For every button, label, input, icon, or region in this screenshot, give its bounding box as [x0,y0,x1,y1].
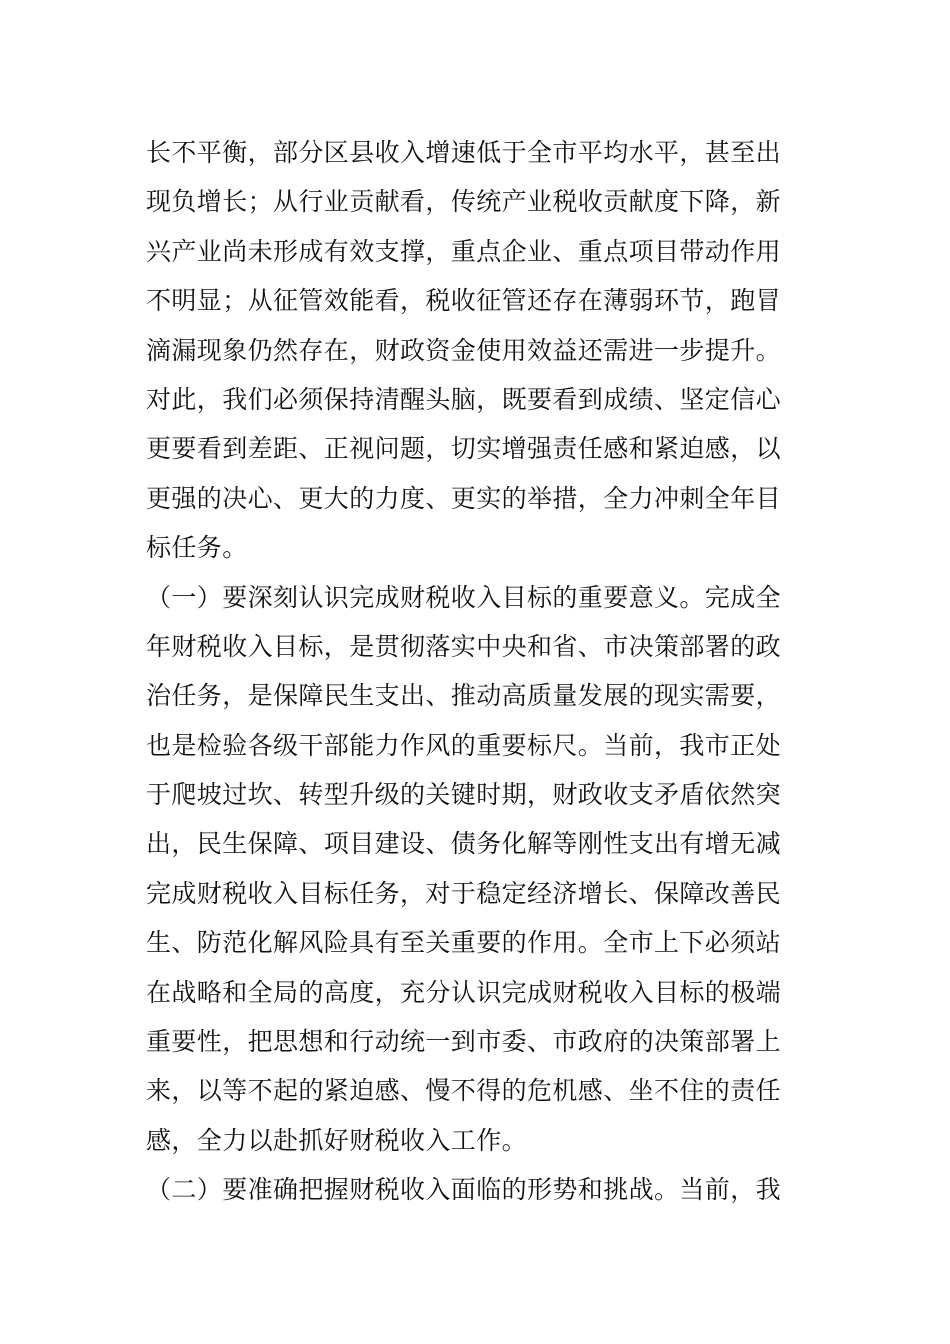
section-heading-2: （二）要准确把握财税收入面临的形势和挑战。当前，我 [146,1175,782,1205]
text-line: 重要性，把思想和行动统一到市委、市政府的决策部署上 [146,1027,782,1057]
text-line: 滴漏现象仍然存在，财政资金使用效益还需进一步提升。 [146,335,782,365]
text-line: 在战略和全局的高度，充分认识完成财税收入目标的极端 [146,977,782,1007]
text-line: 长不平衡，部分区县收入增速低于全市平均水平，甚至出 [146,138,782,167]
text-line: 更强的决心、更大的力度、更实的举措，全力冲刺全年目 [146,483,782,513]
text-line: 现负增长；从行业贡献看，传统产业税收贡献度下降，新 [146,187,782,217]
text-line: 感，全力以赴抓好财税收入工作。 [146,1125,528,1155]
section-heading-1: （一）要深刻认识完成财税收入目标的重要意义。完成全 [146,582,782,612]
text-line: 来，以等不起的紧迫感、慢不得的危机感、坐不住的责任 [146,1076,782,1106]
text-line: 出，民生保障、项目建设、债务化解等刚性支出有增无减 [146,829,782,859]
text-line: 标任务。 [146,533,248,563]
text-line: 治任务，是保障民生支出、推动高质量发展的现实需要， [146,681,782,711]
body-text [146,128,826,1215]
text-line: 也是检验各级干部能力作风的重要标尺。当前，我市正处 [146,730,782,760]
text-line: 不明显；从征管效能看，税收征管还存在薄弱环节，跑冒 [146,286,782,316]
text-line: 对此，我们必须保持清醒头脑，既要看到成绩、坚定信心 [146,384,782,414]
text-line: 完成财税收入目标任务，对于稳定经济增长、保障改善民 [146,878,782,908]
text-line: 兴产业尚未形成有效支撑，重点企业、重点项目带动作用 [146,236,782,266]
text-line: 于爬坡过坎、转型升级的关键时期，财政收支矛盾依然突 [146,780,782,810]
text-line: 年财税收入目标，是贯彻落实中央和省、市决策部署的政 [146,631,782,661]
text-line: 更要看到差距、正视问题，切实增强责任感和紧迫感，以 [146,434,782,464]
text-line: 生、防范化解风险具有至关重要的作用。全市上下必须站 [146,928,782,958]
